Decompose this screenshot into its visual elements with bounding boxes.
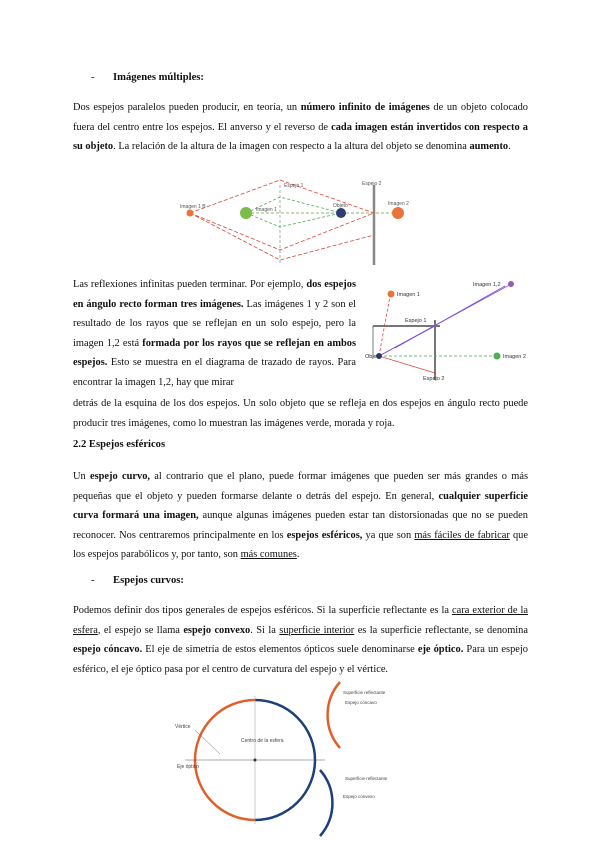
label-sup-reflectante-2: Superficie reflectante — [345, 776, 388, 781]
bold-run: formada por los rayos que se reflejan en ambos espejos. — [73, 337, 356, 369]
imagen1-dot-2 — [388, 291, 395, 298]
label-espejo1-2: Espejo 1 — [405, 318, 427, 324]
text-run: es la superficie reflectante, se denomina — [354, 624, 528, 636]
imagen-1-dot — [240, 207, 252, 219]
concave-mirror-example — [328, 682, 340, 748]
label-imagen1: Imagen 1 — [256, 207, 277, 213]
text-run: Las reflexiones infinitas pueden terminar. Por ejemplo, — [73, 279, 307, 290]
label-imagen12: Imagen 1,2 — [473, 282, 501, 288]
bold-run: espejos esféricos, — [286, 529, 363, 541]
imagen-1b-dot — [187, 210, 194, 217]
text-run: que los espejos parabólicos y, por tanto, son — [73, 529, 528, 561]
text-run: . — [508, 141, 511, 153]
text-run: de un objeto colocado fuera del centro entre los espejos. El anverso y el reverso de — [73, 102, 528, 133]
text-run: . Si la — [250, 624, 280, 636]
imagen2-dot-2 — [494, 353, 501, 360]
text-run: Un — [73, 471, 90, 482]
text-run: , el espejo se llama — [97, 624, 184, 636]
text-run: Esto se muestra en el diagrama de trazado de rayos. Para encontrar la imagen 1,2, hay que mirar — [73, 357, 356, 388]
label-espejo2-2: Espejo 2 — [423, 376, 445, 382]
label-objeto: Objeto — [333, 203, 348, 209]
underlined-run: cara exterior de la esfera — [73, 605, 529, 636]
label-imagen1-2: Imagen 1 — [397, 292, 420, 298]
bold-run: aumento — [469, 141, 509, 153]
underlined-run: superficie interior — [279, 624, 355, 636]
bold-run: dos espejos en ángulo recto forman tres imágenes. — [73, 279, 356, 310]
label-imagen2: Imagen 2 — [388, 201, 409, 207]
underlined-run: más fáciles de fabricar — [414, 529, 510, 541]
label-eje-optico: Eje óptico — [177, 764, 199, 770]
paragraph-espejos-curvos — [73, 601, 528, 679]
imagen12-dot — [508, 281, 514, 287]
bold-run: cualquier superficie curva formará una imagen, — [73, 490, 528, 522]
imagen-2-dot — [392, 207, 404, 219]
label-espejo2: Espejo 2 — [362, 181, 382, 187]
text-run: ya que son — [362, 529, 415, 541]
heading-espejos-esfericos: 2.2 Espejos esféricos — [73, 439, 166, 450]
bold-run: número infinito de imágenes — [300, 102, 430, 113]
label-vertice: Vértice — [175, 724, 191, 730]
label-espejo-convexo: Espejo convexo — [343, 794, 375, 799]
text-run: aunque algunas imágenes pueden estar tan distorsionadas que no se pueden reconocer. Nos centraremos principalmente en los — [73, 510, 528, 541]
bold-run: espejo convexo — [183, 624, 251, 636]
text-run: El eje de simetría de estos elementos ópticos suele denominarse — [142, 644, 418, 656]
text-run: Para un espejo esférico, el eje óptico pasa por el centro de curvatura del espejo y el vértice. — [73, 644, 528, 675]
diagram-spherical-mirrors — [165, 680, 415, 840]
paragraph-espejos-esfericos — [73, 467, 528, 565]
bold-run: eje óptico. — [417, 644, 464, 656]
bullet-imagenes-multiples: - Imágenes múltiples: — [91, 72, 204, 83]
text-run: Las imágenes 1 y 2 son el resultado de los rayos que se reflejan en un solo espejo, pero la imagen 1,2 está — [73, 298, 356, 349]
bold-run: espejo curvo, — [90, 471, 150, 482]
label-espejo-concavo: Espejo cóncavo — [345, 700, 377, 705]
paragraph-angulo-recto-cont: detrás de la esquina de los dos espejos. Un solo objeto que se refleja en dos espejos en ángulo recto puede producir tres imágenes, como lo muestran las imágenes verde, morada y roja. — [73, 398, 528, 429]
text-run: Podemos definir dos tipos generales de espejos esféricos. Si la superficie reflectante es la — [73, 605, 453, 616]
label-imagen2-2: Imagen 2 — [503, 354, 526, 360]
label-objeto-2: Objeto — [365, 354, 382, 360]
bold-run: cada imagen están invertidos con respecto a su objeto — [73, 121, 528, 153]
underlined-run: más comunes — [240, 549, 297, 561]
diagram-right-angle-mirrors — [365, 278, 535, 388]
objeto-dot — [336, 208, 346, 218]
label-imagen1b: Imagen 1 B — [180, 204, 206, 210]
text-run: al contrario que el plano, puede formar imágenes que pueden ser más grandes o más pequeñas que el objeto y pueden formarse delante o detrás del espejo. En general, — [73, 471, 529, 502]
diagram-parallel-mirrors — [176, 175, 412, 270]
bold-run: espejo cóncavo. — [73, 644, 143, 656]
label-espejo1: Espejo 1 — [284, 183, 304, 189]
paragraph-angulo-recto — [73, 275, 356, 393]
label-sup-reflectante-1: Superficie reflectante — [343, 690, 386, 695]
label-centro: Centro de la esfera — [241, 738, 284, 744]
text-run: Dos espejos paralelos pueden producir, en teoría, un — [73, 102, 301, 113]
text-run: . — [296, 549, 300, 561]
bullet-espejos-curvos: - Espejos curvos: — [91, 575, 184, 586]
text-run: . La relación de la altura de la imagen con respecto a la altura del objeto se denomina — [113, 141, 470, 153]
paragraph-imagenes-multiples — [73, 98, 528, 157]
convex-mirror-example — [320, 770, 332, 836]
